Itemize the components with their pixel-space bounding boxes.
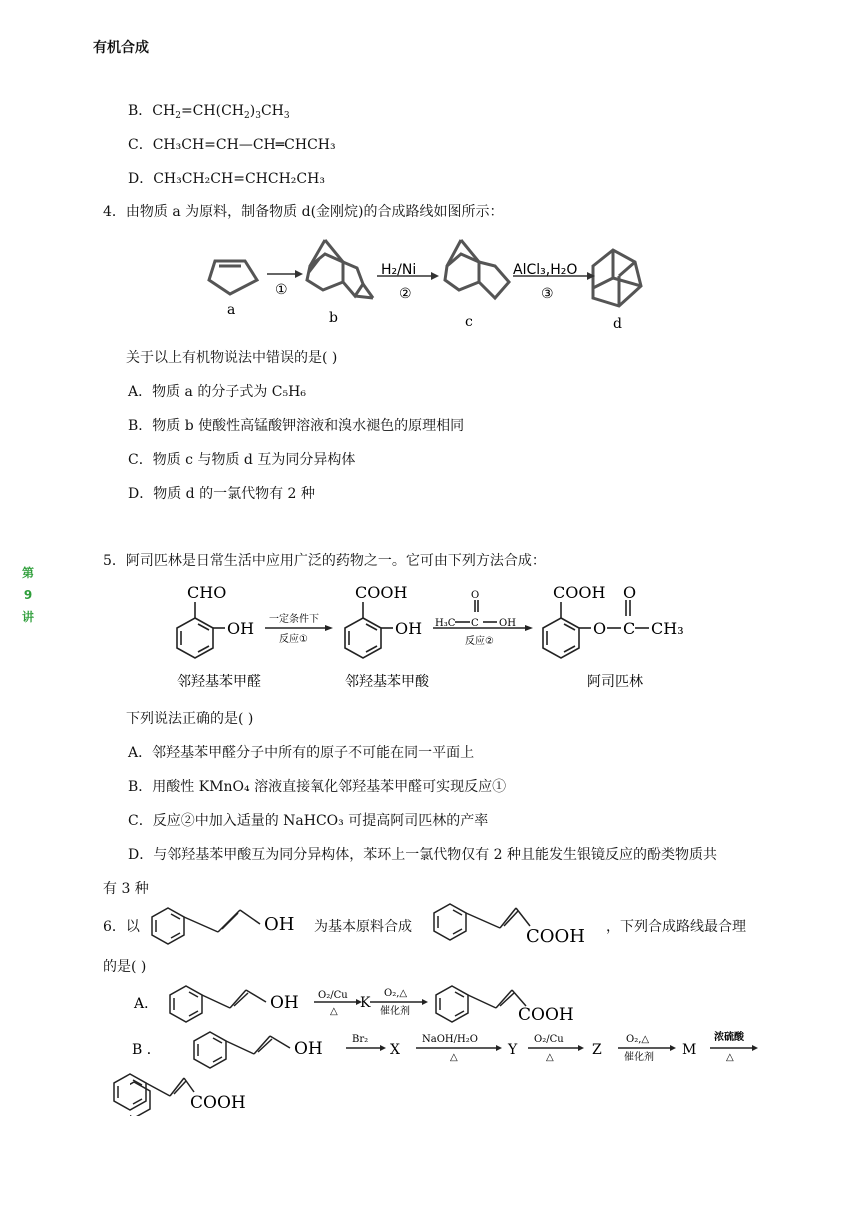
heat-symbol: △ [726, 1052, 734, 1063]
label-a: a [227, 302, 236, 318]
q6-suffix: ，下列合成路线最合理 [606, 919, 746, 935]
q5-aspirin-scheme [165, 580, 695, 690]
label-c: c [465, 314, 473, 330]
cooh-group: COOH [190, 1093, 246, 1113]
q4-question: 关于以上有机物说法中错误的是( ) [126, 350, 338, 366]
oh-group: OH [264, 914, 295, 935]
q5-option-d: D．与邻羟基苯甲酸互为同分异构体，苯环上一氯代物仅有 2 种且能发生银镜反应的酚类物质共 [128, 847, 718, 863]
ester-carbonyl-o: O [623, 583, 637, 602]
oh-label: OH [499, 618, 516, 629]
reagent-o2-cu: O₂/Cu [318, 990, 348, 1001]
reagent-o2-cu: O₂/Cu [534, 1034, 564, 1045]
step-1-label: ① [275, 282, 288, 298]
ester-o: O [593, 619, 607, 638]
q6-question: 的是( ) [103, 959, 147, 975]
oh-group: OH [395, 619, 423, 638]
q4-option-c: C．物质 c 与物质 d 互为同分异构体 [128, 452, 356, 468]
cooh-group: COOH [355, 583, 408, 602]
q4-synthesis-scheme [195, 232, 665, 332]
molecule-d [593, 250, 641, 306]
reagent-o2-heat: O₂,△ [626, 1034, 650, 1045]
side-char: 讲 [21, 610, 34, 624]
lecture-side-label [18, 562, 38, 628]
q3-option-b: B．$CH_2=CH(CH_2)_3CH_3$ [128, 103, 290, 121]
reagent-br2: Br₂ [352, 1034, 369, 1045]
q6-prefix: 6．以 [103, 919, 140, 935]
catalyst-label: 催化剂 [624, 1052, 654, 1063]
cooh-group: COOH [553, 583, 606, 602]
name-salicylic-acid: 邻羟基苯甲酸 [345, 674, 429, 690]
q4-stem: 4．由物质 a 为原料，制备物质 d(金刚烷)的合成路线如图所示： [103, 204, 504, 220]
q4-option-b: B．物质 b 使酸性高锰酸钾溶液和溴水褪色的原理相同 [128, 418, 465, 434]
q4-option-d: D．物质 d 的一氯代物有 2 种 [128, 486, 315, 502]
molecule-c [445, 240, 509, 298]
q3-option-d: D．CH₃CH₂CH=CHCH₂CH₃ [128, 171, 325, 187]
q5-question: 下列说法正确的是( ) [126, 711, 254, 727]
label-b: b [329, 310, 338, 326]
q5-option-d-cont: 有 3 种 [103, 881, 149, 897]
option-label: A． [134, 996, 159, 1012]
c-label: C [471, 618, 479, 629]
carbonyl-o: O [471, 590, 480, 601]
label-d: d [613, 316, 622, 332]
intermediate-k: K [360, 995, 371, 1011]
intermediate-m: M [682, 1042, 697, 1058]
step-3-label: ③ [541, 286, 554, 302]
reagent-h2-ni: H₂/Ni [381, 262, 417, 278]
catalyst-label: 催化剂 [380, 1006, 410, 1017]
reagent-o2-heat: O₂,△ [384, 988, 408, 999]
option-label: B ． [132, 1042, 161, 1058]
step1-condition: 一定条件下 [269, 614, 319, 625]
page-header: 有机合成 [93, 40, 149, 56]
side-char: 9 [23, 588, 33, 602]
cho-group: CHO [187, 583, 227, 602]
intermediate-z: Z [592, 1042, 602, 1058]
cooh-group: COOH [526, 926, 585, 947]
heat-symbol: △ [546, 1052, 554, 1063]
reagent-naoh: NaOH/H₂O [422, 1034, 478, 1045]
q6-option-a [130, 980, 590, 1024]
q6-mid: 为基本原料合成 [314, 919, 412, 935]
oh-group: OH [227, 619, 255, 638]
step1-label: 反应① [279, 634, 308, 645]
q5-option-b: B．用酸性 KMnO₄ 溶液直接氧化邻羟基苯甲醛可实现反应① [128, 779, 507, 795]
side-char: 第 [21, 566, 34, 580]
step2-label: 反应② [465, 636, 494, 647]
step-2-label: ② [399, 286, 412, 302]
cinnamyl-alcohol-structure [148, 902, 308, 946]
q4-option-a: A．物质 a 的分子式为 C₅H₆ [128, 384, 306, 400]
heat-symbol: △ [330, 1006, 338, 1017]
ester-c: C [623, 619, 636, 638]
h3c-label: H₃C [435, 618, 456, 629]
q5-stem: 5．阿司匹林是日常生活中应用广泛的药物之一。它可由下列方法合成： [103, 553, 546, 569]
reagent-alcl3: AlCl₃,H₂O [513, 262, 578, 278]
name-salicylaldehyde: 邻羟基苯甲醛 [177, 674, 261, 690]
intermediate-x: X [390, 1042, 400, 1058]
q6-option-b-product [108, 1068, 268, 1118]
oh-group: OH [270, 993, 299, 1013]
intermediate-y: Y [508, 1042, 518, 1058]
q5-option-a: A．邻羟基苯甲醛分子中所有的原子不可能在同一平面上 [128, 745, 475, 761]
reagent-h2so4: 浓硫酸 [714, 1032, 744, 1043]
name-aspirin: 阿司匹林 [587, 674, 643, 690]
molecule-b [307, 240, 373, 298]
cinnamic-acid-structure [430, 898, 600, 948]
oh-group: OH [294, 1039, 323, 1059]
cooh-group: COOH [518, 1005, 574, 1024]
q5-option-c: C．反应②中加入适量的 NaHCO₃ 可提高阿司匹林的产率 [128, 813, 489, 829]
q3-option-c: C．CH₃CH=CH—CH═CHCH₃ [128, 137, 336, 153]
methyl-group: CH₃ [651, 619, 684, 638]
heat-symbol: △ [450, 1052, 458, 1063]
